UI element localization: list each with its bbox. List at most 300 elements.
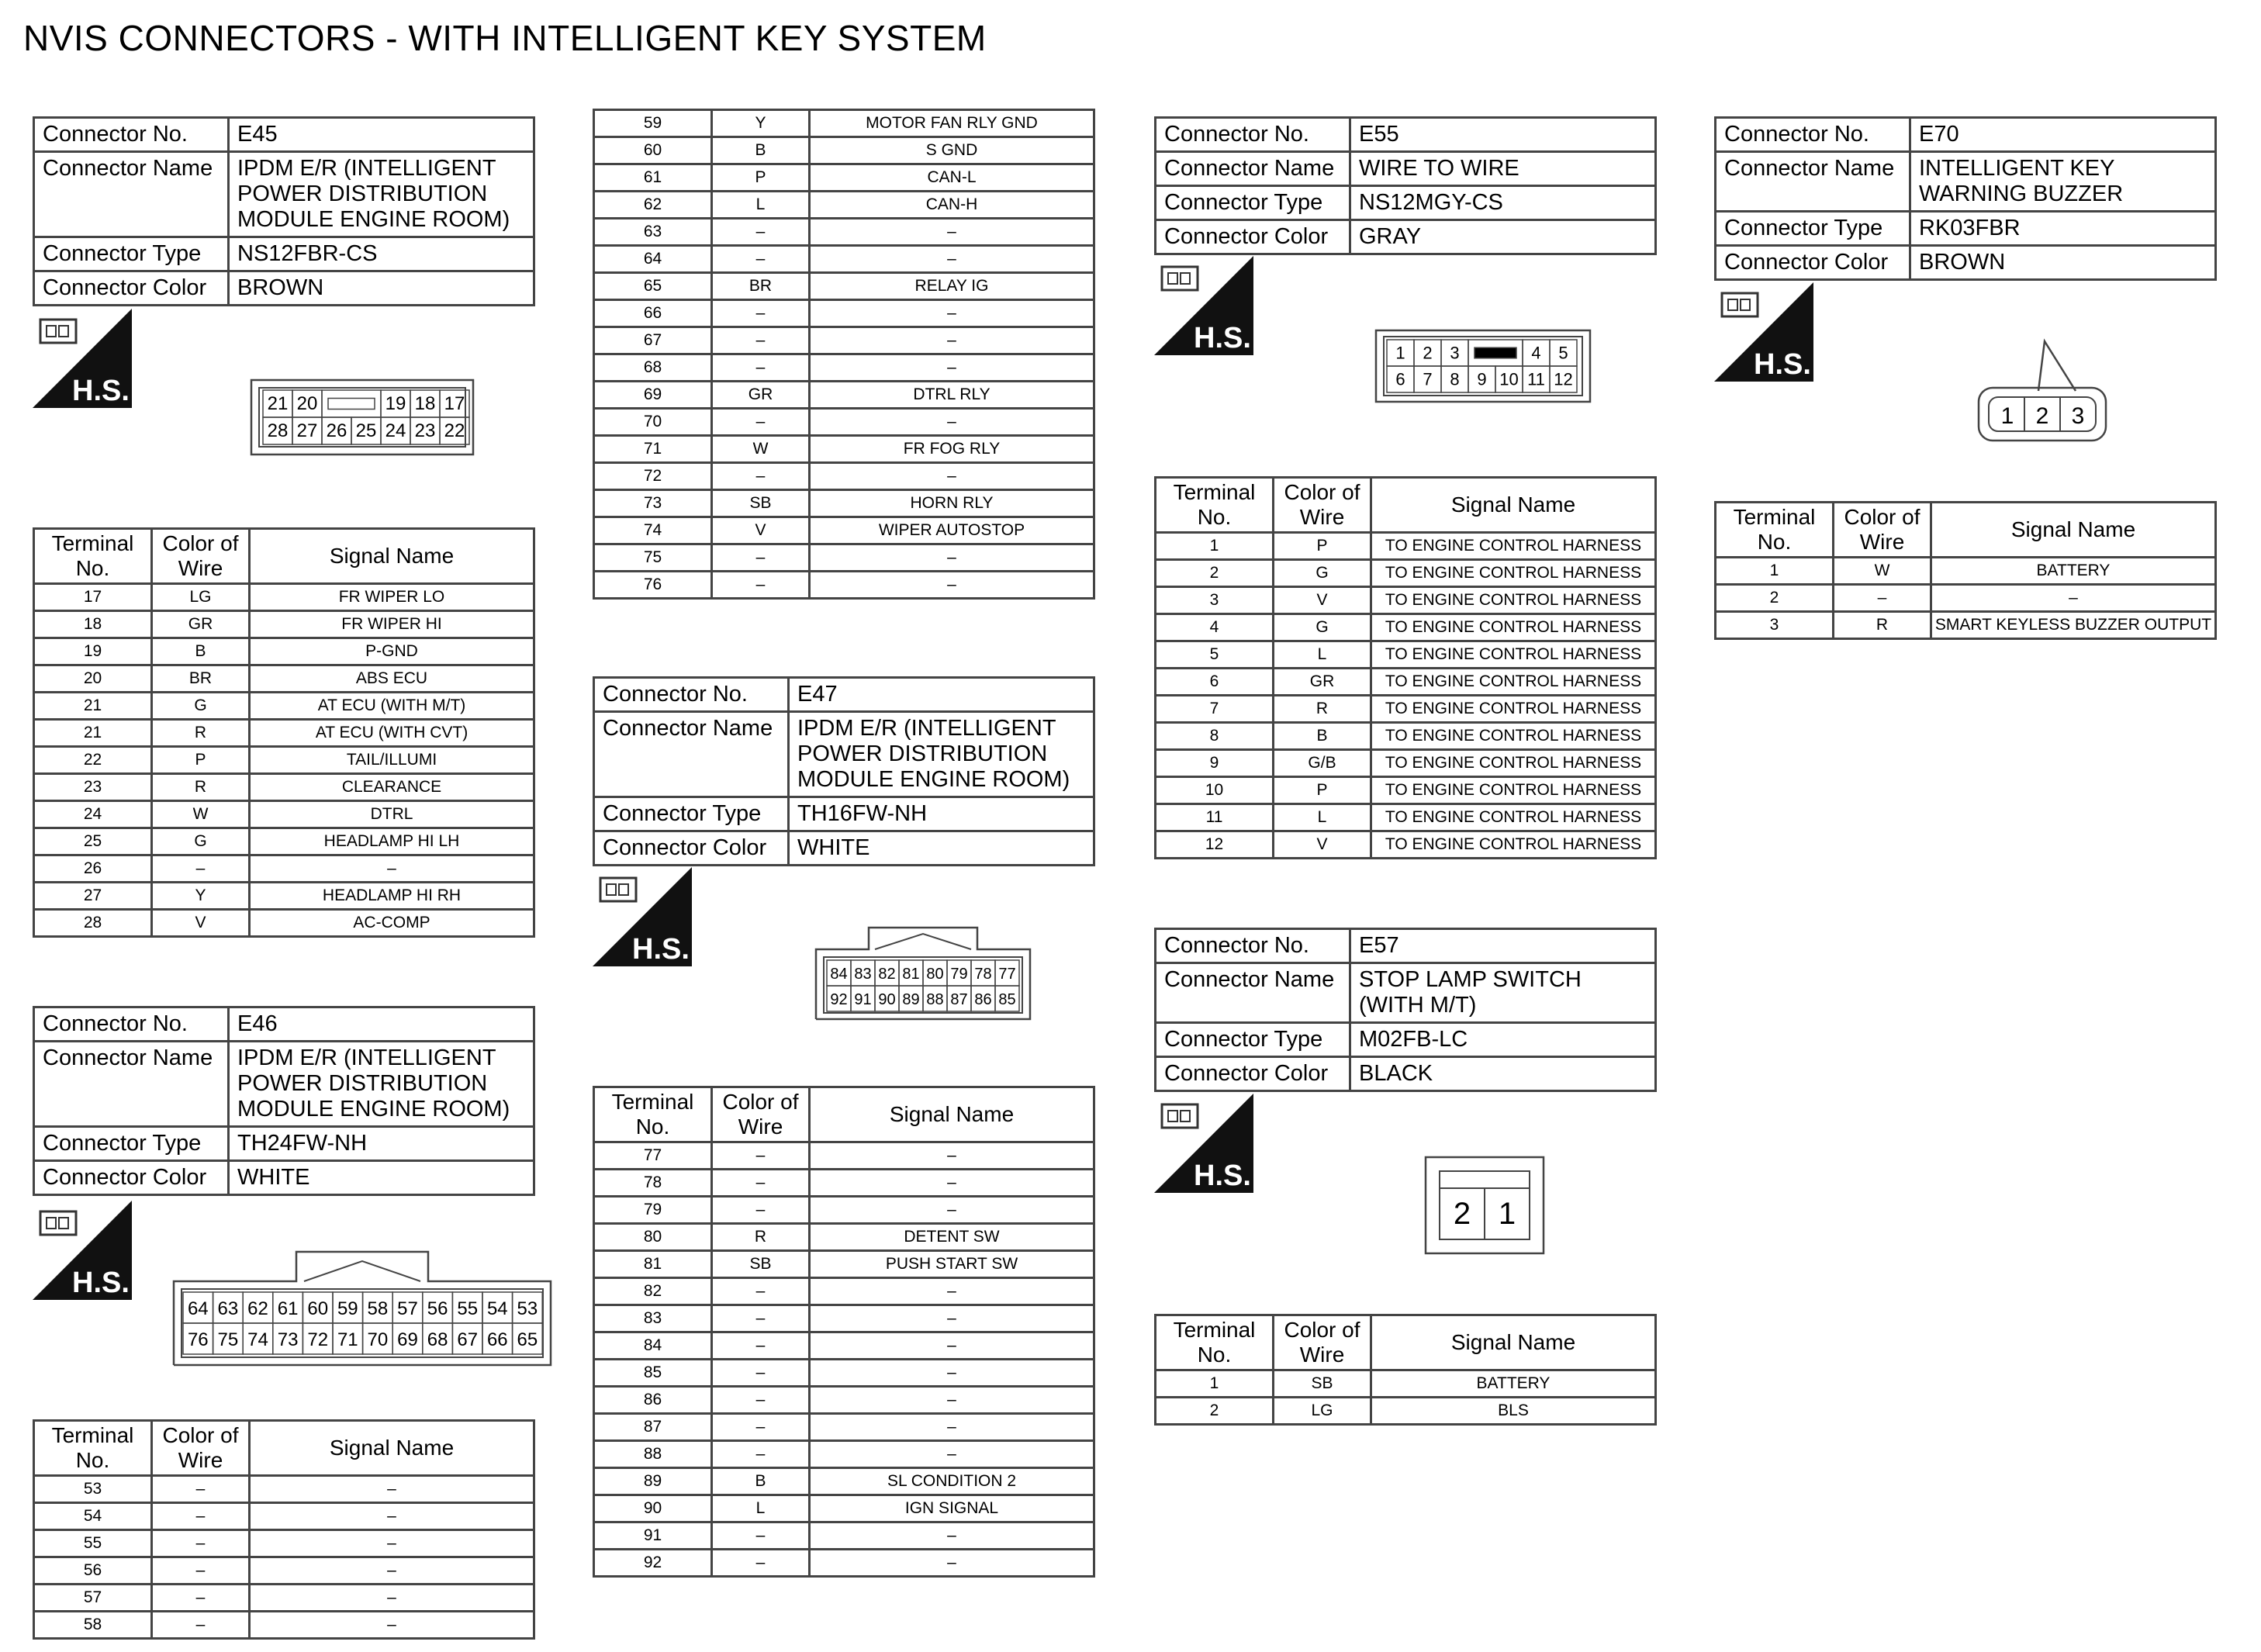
- terminal-cell: 86: [594, 1387, 712, 1414]
- pin-number: 5: [1558, 343, 1568, 363]
- pin-number: 1: [1395, 343, 1405, 363]
- signal-name-cell: HORN RLY: [810, 490, 1094, 517]
- e45-connector-color-label: Connector Color: [34, 271, 229, 306]
- signal-name-cell: –: [1931, 585, 2216, 612]
- wire-color-cell: P: [1274, 777, 1371, 804]
- svg-text:H.S.: H.S.: [72, 1267, 130, 1299]
- pin-number: 9: [1477, 369, 1487, 389]
- terminal-cell: 67: [594, 327, 712, 354]
- signal-name-cell: TO ENGINE CONTROL HARNESS: [1371, 831, 1656, 859]
- signal-name-cell: FR FOG RLY: [810, 436, 1094, 463]
- e57-connector-face-diagram: [1424, 1156, 1545, 1255]
- terminal-cell: 18: [34, 611, 152, 638]
- pin-number: 17: [444, 393, 465, 415]
- wire-color-cell: V: [1274, 587, 1371, 614]
- table-row: [594, 1224, 1094, 1251]
- e57-connector-no-label: Connector No.: [1156, 929, 1350, 963]
- pin-number: 58: [367, 1298, 389, 1319]
- terminal-cell: 87: [594, 1414, 712, 1441]
- terminal-cell: 85: [594, 1360, 712, 1387]
- signal-name-cell: TO ENGINE CONTROL HARNESS: [1371, 750, 1656, 777]
- table-row: [594, 544, 1094, 572]
- wire-color-cell: –: [712, 1414, 810, 1441]
- table-row: [34, 638, 534, 665]
- table-row: [1156, 804, 1656, 831]
- pin-number: 7: [1423, 369, 1433, 389]
- e55-connector-color: GRAY: [1350, 220, 1656, 254]
- wire-color-cell: SB: [1274, 1370, 1371, 1398]
- terminal-cell: 71: [594, 436, 712, 463]
- terminal-cell: 90: [594, 1495, 712, 1522]
- table-row: [34, 1612, 534, 1639]
- terminal-cell: 19: [34, 638, 152, 665]
- terminal-cell: 3: [1716, 612, 1834, 639]
- signal-name-cell: TO ENGINE CONTROL HARNESS: [1371, 777, 1656, 804]
- pin-number: 79: [950, 965, 968, 983]
- e46-connector-face-diagram: [172, 1250, 552, 1367]
- table-row: [1156, 777, 1656, 804]
- e47-signal-table: [593, 1086, 1095, 1578]
- svg-text:H.S.: H.S.: [72, 375, 130, 407]
- e46-signal-table: [33, 1419, 535, 1640]
- pin-number: 24: [385, 420, 406, 442]
- wire-color-cell: G: [1274, 560, 1371, 587]
- signal-name-cell: –: [250, 1585, 534, 1612]
- e46-connector-type-label: Connector Type: [34, 1127, 229, 1161]
- signal-name-header: Signal Name: [1931, 503, 2216, 558]
- e45-connector-name: IPDM E/R (INTELLIGENT POWER DISTRIBUTION MODULE ENGINE ROOM): [229, 152, 534, 237]
- wire-color-cell: GR: [712, 382, 810, 409]
- signal-name-cell: TAIL/ILLUMI: [250, 747, 534, 774]
- pin-number: 18: [414, 393, 436, 415]
- terminal-cell: 57: [34, 1585, 152, 1612]
- e47-connector-name: IPDM E/R (INTELLIGENT POWER DISTRIBUTION MODULE ENGINE ROOM): [789, 712, 1094, 797]
- pin-number: 82: [878, 965, 896, 983]
- table-row: [594, 300, 1094, 327]
- terminal-cell: 11: [1156, 804, 1274, 831]
- signal-name-cell: –: [810, 1522, 1094, 1550]
- wire-color-cell: –: [152, 1530, 250, 1557]
- signal-name-cell: –: [250, 1612, 534, 1639]
- table-row: [34, 584, 534, 611]
- pin-number: 54: [486, 1298, 508, 1319]
- table-row: [594, 1278, 1094, 1305]
- e70-connector-face-diagram: [1976, 338, 2108, 444]
- e57-connector-color-label: Connector Color: [1156, 1057, 1350, 1091]
- table-row: [594, 436, 1094, 463]
- wire-color-cell: –: [712, 246, 810, 273]
- terminal-cell: 59: [594, 110, 712, 137]
- e45-info-table: [33, 116, 535, 306]
- key-slot: [328, 399, 375, 410]
- table-row: [34, 665, 534, 693]
- pin-number: 72: [307, 1329, 329, 1350]
- e55-signal-table: [1154, 476, 1657, 859]
- wire-color-cell: V: [152, 910, 250, 937]
- key-slot: [1474, 347, 1516, 358]
- table-row: [1156, 641, 1656, 669]
- e55-connector-color-label: Connector Color: [1156, 220, 1350, 254]
- table-row: [1716, 585, 2216, 612]
- terminal-cell: 1: [1156, 533, 1274, 560]
- signal-name-cell: SMART KEYLESS BUZZER OUTPUT: [1931, 612, 2216, 639]
- table-row: [34, 1476, 534, 1503]
- pin-number: 11: [1527, 369, 1545, 389]
- e46-connector-no-label: Connector No.: [34, 1007, 229, 1042]
- terminal-no-header: Terminal No.: [1716, 503, 1834, 558]
- pin-number: 60: [307, 1298, 329, 1319]
- table-row: [34, 611, 534, 638]
- wire-color-cell: –: [712, 1360, 810, 1387]
- pin-number: 59: [337, 1298, 358, 1319]
- pin-number: 69: [397, 1329, 418, 1350]
- terminal-cell: 28: [34, 910, 152, 937]
- e47-connector-no: E47: [789, 678, 1094, 712]
- table-row: [594, 192, 1094, 219]
- table-row: [34, 883, 534, 910]
- terminal-cell: 2: [1156, 560, 1274, 587]
- terminal-cell: 26: [34, 855, 152, 883]
- signal-name-cell: TO ENGINE CONTROL HARNESS: [1371, 804, 1656, 831]
- table-row: [34, 801, 534, 828]
- e70-connector-type: RK03FBR: [1910, 212, 2216, 246]
- color-of-wire-header: Color of Wire: [1274, 478, 1371, 533]
- hs-icon: [33, 309, 132, 408]
- pin-number: 61: [277, 1298, 299, 1319]
- e47-connector-color-label: Connector Color: [594, 831, 789, 866]
- terminal-no-header: Terminal No.: [1156, 1315, 1274, 1370]
- wire-color-cell: SB: [712, 490, 810, 517]
- wire-color-cell: –: [152, 1585, 250, 1612]
- wire-color-cell: –: [712, 544, 810, 572]
- signal-name-cell: S GND: [810, 137, 1094, 164]
- signal-name-cell: –: [250, 1530, 534, 1557]
- table-row: [594, 1414, 1094, 1441]
- table-row: [34, 910, 534, 937]
- pin-number: 20: [296, 393, 318, 415]
- signal-name-cell: AT ECU (WITH M/T): [250, 693, 534, 720]
- terminal-cell: 7: [1156, 696, 1274, 723]
- table-row: [594, 110, 1094, 137]
- signal-name-cell: CAN-L: [810, 164, 1094, 192]
- wire-color-cell: G: [1274, 614, 1371, 641]
- pin-number: 21: [267, 393, 289, 415]
- e46-connector-color-label: Connector Color: [34, 1161, 229, 1195]
- wire-color-cell: –: [712, 1387, 810, 1414]
- pin-number: 73: [277, 1329, 299, 1350]
- table-row: [1716, 612, 2216, 639]
- pin-number: 28: [267, 420, 289, 442]
- hs-icon: [33, 1201, 132, 1300]
- signal-name-cell: –: [810, 463, 1094, 490]
- wire-color-cell: Y: [152, 883, 250, 910]
- color-of-wire-header: Color of Wire: [712, 1087, 810, 1142]
- table-row: [34, 855, 534, 883]
- table-row: [594, 1550, 1094, 1577]
- signal-name-cell: –: [810, 1142, 1094, 1170]
- table-row: [594, 572, 1094, 599]
- table-row: [34, 693, 534, 720]
- e70-connector-type-label: Connector Type: [1716, 212, 1910, 246]
- signal-name-cell: –: [810, 219, 1094, 246]
- e47-connector-no-label: Connector No.: [594, 678, 789, 712]
- wire-color-cell: P: [152, 747, 250, 774]
- e47-connector-name-label: Connector Name: [594, 712, 789, 797]
- signal-name-cell: RELAY IG: [810, 273, 1094, 300]
- e45-connector-no: E45: [229, 118, 534, 152]
- terminal-cell: 21: [34, 693, 152, 720]
- wire-color-cell: –: [712, 1550, 810, 1577]
- table-row: [34, 747, 534, 774]
- pin-number: 86: [974, 990, 992, 1008]
- e57-pin: 1: [1498, 1197, 1516, 1231]
- table-row: [1156, 533, 1656, 560]
- signal-name-cell: –: [810, 300, 1094, 327]
- terminal-cell: 63: [594, 219, 712, 246]
- wire-color-cell: R: [712, 1224, 810, 1251]
- pin-number: 90: [878, 990, 896, 1008]
- e70-connector-no: E70: [1910, 118, 2216, 152]
- terminal-cell: 1: [1716, 558, 1834, 585]
- e55-connector-type-label: Connector Type: [1156, 186, 1350, 220]
- e55-connector-face-diagram: [1374, 329, 1592, 403]
- table-row: [594, 219, 1094, 246]
- wire-color-cell: GR: [152, 611, 250, 638]
- wire-color-cell: B: [712, 1468, 810, 1495]
- wire-color-cell: W: [712, 436, 810, 463]
- pin-number: 4: [1531, 343, 1541, 363]
- terminal-cell: 77: [594, 1142, 712, 1170]
- wire-color-cell: R: [152, 774, 250, 801]
- pin-number: 91: [854, 990, 872, 1008]
- terminal-cell: 9: [1156, 750, 1274, 777]
- pin-number: 70: [367, 1329, 389, 1350]
- terminal-cell: 82: [594, 1278, 712, 1305]
- terminal-cell: 68: [594, 354, 712, 382]
- terminal-cell: 64: [594, 246, 712, 273]
- terminal-cell: 20: [34, 665, 152, 693]
- e45-connector-type: NS12FBR-CS: [229, 237, 534, 271]
- pin-number: 27: [296, 420, 318, 442]
- terminal-cell: 3: [1156, 587, 1274, 614]
- table-row: [594, 490, 1094, 517]
- table-row: [594, 1360, 1094, 1387]
- pin-number: 89: [902, 990, 920, 1008]
- terminal-cell: 58: [34, 1612, 152, 1639]
- wire-color-cell: LG: [1274, 1398, 1371, 1425]
- pin-number: 19: [385, 393, 406, 415]
- wire-color-cell: –: [1834, 585, 1931, 612]
- wire-color-cell: –: [712, 1197, 810, 1224]
- pin-number: 67: [457, 1329, 479, 1350]
- e57-info-table: [1154, 928, 1657, 1092]
- signal-name-header: Signal Name: [1371, 1315, 1656, 1370]
- e57-connector-name-label: Connector Name: [1156, 963, 1350, 1023]
- signal-name-cell: –: [810, 409, 1094, 436]
- signal-name-cell: –: [810, 1550, 1094, 1577]
- pin-number: 81: [902, 965, 920, 983]
- terminal-cell: 55: [34, 1530, 152, 1557]
- terminal-cell: 56: [34, 1557, 152, 1585]
- table-row: [594, 246, 1094, 273]
- table-row: [34, 1503, 534, 1530]
- wire-color-cell: P: [712, 164, 810, 192]
- e46-signal-table-continued: [593, 109, 1095, 600]
- wire-color-cell: –: [712, 327, 810, 354]
- table-row: [594, 1305, 1094, 1332]
- signal-name-cell: –: [810, 544, 1094, 572]
- signal-name-cell: –: [810, 572, 1094, 599]
- signal-name-cell: –: [810, 1170, 1094, 1197]
- table-row: [594, 1522, 1094, 1550]
- pin-number: 68: [427, 1329, 448, 1350]
- signal-name-cell: –: [810, 1414, 1094, 1441]
- pin-number: 26: [326, 420, 347, 442]
- signal-name-cell: TO ENGINE CONTROL HARNESS: [1371, 669, 1656, 696]
- terminal-no-header: Terminal No.: [1156, 478, 1274, 533]
- color-of-wire-header: Color of Wire: [152, 529, 250, 584]
- color-of-wire-header: Color of Wire: [152, 1421, 250, 1476]
- wire-color-cell: –: [152, 1476, 250, 1503]
- table-row: [34, 720, 534, 747]
- wire-color-cell: –: [712, 300, 810, 327]
- signal-name-cell: ABS ECU: [250, 665, 534, 693]
- signal-name-cell: –: [810, 1360, 1094, 1387]
- e55-connector-name: WIRE TO WIRE: [1350, 152, 1656, 186]
- table-row: [1156, 696, 1656, 723]
- terminal-cell: 65: [594, 273, 712, 300]
- terminal-cell: 81: [594, 1251, 712, 1278]
- e46-connector-type: TH24FW-NH: [229, 1127, 534, 1161]
- e70-connector-name: INTELLIGENT KEY WARNING BUZZER: [1910, 152, 2216, 212]
- e70-info-table: [1714, 116, 2217, 281]
- table-row: [1156, 1370, 1656, 1398]
- svg-text:H.S.: H.S.: [1754, 348, 1811, 381]
- e46-connector-color: WHITE: [229, 1161, 534, 1195]
- e70-connector-no-label: Connector No.: [1716, 118, 1910, 152]
- pin-cell: [322, 390, 381, 417]
- e70-connector-color-label: Connector Color: [1716, 246, 1910, 280]
- e55-connector-type: NS12MGY-CS: [1350, 186, 1656, 220]
- terminal-no-header: Terminal No.: [34, 529, 152, 584]
- table-row: [594, 327, 1094, 354]
- signal-name-cell: –: [810, 354, 1094, 382]
- wire-color-cell: P: [1274, 533, 1371, 560]
- wire-color-cell: –: [712, 1522, 810, 1550]
- signal-name-cell: HEADLAMP HI LH: [250, 828, 534, 855]
- hs-icon: [593, 867, 692, 966]
- signal-name-cell: DETENT SW: [810, 1224, 1094, 1251]
- pin-number: 12: [1554, 369, 1573, 389]
- table-row: [594, 463, 1094, 490]
- pin-number: 78: [974, 965, 992, 983]
- terminal-cell: 84: [594, 1332, 712, 1360]
- wire-color-cell: –: [152, 1557, 250, 1585]
- terminal-cell: 60: [594, 137, 712, 164]
- terminal-cell: 66: [594, 300, 712, 327]
- signal-name-cell: PUSH START SW: [810, 1251, 1094, 1278]
- e45-signal-table: [33, 527, 535, 938]
- table-row: [1156, 614, 1656, 641]
- signal-name-cell: SL CONDITION 2: [810, 1468, 1094, 1495]
- wire-color-cell: –: [712, 572, 810, 599]
- terminal-cell: 54: [34, 1503, 152, 1530]
- pin-number: 80: [926, 965, 944, 983]
- signal-name-header: Signal Name: [1371, 478, 1656, 533]
- wire-color-cell: SB: [712, 1251, 810, 1278]
- signal-name-header: Signal Name: [810, 1087, 1094, 1142]
- e45-connector-name-label: Connector Name: [34, 152, 229, 237]
- signal-name-cell: –: [810, 1441, 1094, 1468]
- signal-name-header: Signal Name: [250, 1421, 534, 1476]
- table-row: [1156, 669, 1656, 696]
- wire-color-cell: BR: [152, 665, 250, 693]
- e70-connector-name-label: Connector Name: [1716, 152, 1910, 212]
- pin-number: 56: [427, 1298, 448, 1319]
- terminal-cell: 6: [1156, 669, 1274, 696]
- e70-pin: 3: [2071, 403, 2085, 429]
- table-row: [594, 164, 1094, 192]
- e57-signal-table: [1154, 1314, 1657, 1426]
- table-row: [594, 1441, 1094, 1468]
- pin-number: 10: [1499, 369, 1519, 389]
- table-row: [1156, 1398, 1656, 1425]
- terminal-cell: 17: [34, 584, 152, 611]
- pin-number: 85: [998, 990, 1016, 1008]
- hs-icon: [1714, 282, 1813, 382]
- pin-number: 77: [998, 965, 1016, 983]
- table-row: [34, 774, 534, 801]
- terminal-cell: 1: [1156, 1370, 1274, 1398]
- terminal-cell: 92: [594, 1550, 712, 1577]
- table-row: [594, 409, 1094, 436]
- wire-color-cell: LG: [152, 584, 250, 611]
- wire-color-cell: W: [1834, 558, 1931, 585]
- terminal-no-header: Terminal No.: [594, 1087, 712, 1142]
- wire-color-cell: L: [712, 1495, 810, 1522]
- pin-number: 62: [247, 1298, 268, 1319]
- terminal-cell: 76: [594, 572, 712, 599]
- terminal-cell: 5: [1156, 641, 1274, 669]
- page-title: NVIS CONNECTORS - WITH INTELLIGENT KEY SYSTEM: [23, 18, 987, 58]
- wire-color-cell: L: [712, 192, 810, 219]
- e57-connector-color: BLACK: [1350, 1057, 1656, 1091]
- signal-name-cell: –: [810, 246, 1094, 273]
- e70-signal-table: [1714, 501, 2217, 640]
- table-row: [594, 1251, 1094, 1278]
- signal-name-cell: –: [810, 1278, 1094, 1305]
- wire-color-cell: –: [712, 219, 810, 246]
- signal-name-cell: DTRL RLY: [810, 382, 1094, 409]
- wire-color-cell: Y: [712, 110, 810, 137]
- terminal-cell: 21: [34, 720, 152, 747]
- wire-color-cell: R: [1274, 696, 1371, 723]
- e70-pin: 1: [2000, 403, 2014, 429]
- terminal-cell: 24: [34, 801, 152, 828]
- table-row: [594, 354, 1094, 382]
- pin-number: 92: [830, 990, 848, 1008]
- e46-connector-name: IPDM E/R (INTELLIGENT POWER DISTRIBUTION MODULE ENGINE ROOM): [229, 1042, 534, 1127]
- terminal-cell: 75: [594, 544, 712, 572]
- e55-connector-no: E55: [1350, 118, 1656, 152]
- terminal-cell: 2: [1716, 585, 1834, 612]
- wire-color-cell: G: [152, 693, 250, 720]
- e46-connector-no: E46: [229, 1007, 534, 1042]
- terminal-cell: 62: [594, 192, 712, 219]
- pin-number: 74: [247, 1329, 268, 1350]
- signal-name-cell: –: [250, 855, 534, 883]
- terminal-cell: 70: [594, 409, 712, 436]
